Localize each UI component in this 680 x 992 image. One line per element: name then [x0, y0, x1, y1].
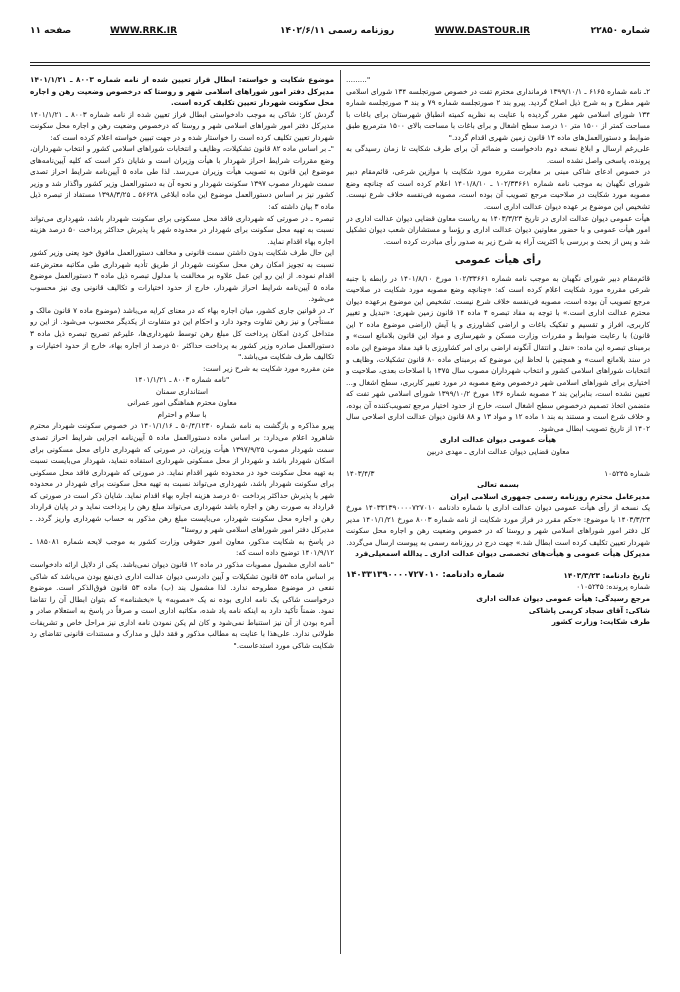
paragraph: گردش کار: شاکی به موجب دادخواستی ابطال فراز تعیین شده از نامه شماره ۸۰۰۳ ـ ۱۴۰۱/۱/۲۱ مدیرکل دفتر امور شوراهای اسلامی شهر و روستا که درخصوص وضعیت رهن و اجاره محل سکونت شهردار تعیین تکلیف کرده است را خواستار شده و در جهت تبیین خواسته اعلام کرده است که:	[30, 109, 334, 142]
gazette-date: روزنامه رسمی ۱۴۰۲/۶/۱۱	[280, 26, 395, 36]
signature-body: هیأت عمومی دیوان عدالت اداری	[439, 435, 557, 445]
site-link-rrk[interactable]: WWW.RRK.IR	[110, 26, 177, 36]
paragraph: در پاسخ به شکایت مذکور، معاون امور حقوقی وزارت کشور به موجب لایحه شماره ۱۸۵۰۸۱ ـ ۱۴۰۱/۹/۱۲ توضیح داده است که:	[30, 536, 334, 558]
reference-line	[346, 468, 650, 480]
paragraph: در خصوص ادعای شاکی مبنی بر مغایرت مقرره مورد شکایت با موازین شرعی، قائم‌مقام دبیر شورای نگهبان به موجب نامه شماره ۱۰۲/۳۳۶۶۱ ـ ۱۴۰۱/۸/۱۰ اعلام کرده است که چنانچه وضع مصوبه مورد شکایت در صلاحیت مرجع تصویب آن بوده است، مصوبه فی‌نفسه خلاف شرع نیست. تشخیص این موضوع بر عهده دیوان عدالت اداری است.	[346, 167, 650, 212]
basmala: بسمه تعالی	[477, 480, 519, 490]
plaintiff: شاکی: آقای سجاد کریمی پاشاکی	[528, 605, 650, 615]
paragraph: ۲ـ در قوانین جاری کشور، میان اجاره بهاء که در معنای کرایه می‌باشد (موضوع ماده ۷ قانون مالک و مستأجر) و نیز رهن تفاوت وجود دارد و احکام این دو متفاوت از یکدیگر محسوب می‌شود. از این رو متداخل کردن امکان پرداخت کل مبلغ رهن توسط شهرداری‌ها، علیرغم تصریح تبصره ذیل ماده ۳ دستورالعمل صادره وزیر کشور به پرداخت حداکثر ۵۰ درصد از اجاره بهاء، خارج از حدود اختیارات و تکالیف طرف شکایت می‌باشد."	[30, 305, 334, 362]
section-title: رأی هیأت عمومی	[454, 255, 542, 267]
paragraph: علی‌رغم ارسال و ابلاغ نسخه دوم دادخواست و ضمائم آن برای طرف شکایت تا زمان رسیدگی به پرونده، پاسخی واصل نشده است.	[346, 144, 650, 165]
case-number: شماره پرونده: ۰۱۰۵۲۴۵	[576, 582, 650, 592]
paragraph: متن مقرره مورد شکایت به شرح زیر است:	[202, 363, 334, 373]
header-rule-2	[30, 65, 650, 66]
paragraph: پیرو مذاکره و بازگشت به نامه شماره ۵۰/۴/۱۲۳۰ ـ ۱۴۰۱/۱/۱۶ در خصوص سکونت شهردار محترم شاهرود اعلام می‌دارد: بر اساس ماده دستورالعمل ماده ۵ آیین‌نامه اجرایی شرایط احراز تصدی سمت شهردار مصوب ۱۳۹۷/۹/۲۵ هیأت وزیران، در صورتی که شهرداری دارای محل مسکونی برای اسکان شهردار باشد و شهردار از محل مسکونی شهرداری استفاده ننماید، شهردار می‌بایست نسبت به تهیه محل سکونت خود در محدوده شهر اقدام نماید. در صورتی که شهرداری فاقد محل مسکونی برای سکونت شهردار باشد، شهرداری می‌تواند نسبت به تهیه محل سکونت برای شهردار در محدوده شهر با پذیرش حداکثر پرداخت ۵۰ درصد هزینه اجاره بهاء اقدام نماید. شایان ذکر است در صورتی که قرارداد به صورت رهن و اجاره باشد شهرداری می‌تواند مبلغ رهن را پرداخت نماید و در پایان قرارداد رهن و اجاره محل سکونت شهردار، می‌بایست مبلغ رهن مذکور به حساب شهرداری واریز گردد. ـ مدیرکل دفتر امور شوراهای اسلامی شهر و روستا"	[30, 421, 334, 535]
verdict-date: تاریخ دادنامه: ۱۴۰۳/۳/۲۳	[563, 570, 650, 580]
signature-director: مدیرکل هیأت عمومی و هیأت‌های تخصصی دیوان عدالت اداری ـ یدالله اسمعیلی‌فرد	[355, 549, 650, 559]
letter-recipient-title: معاون محترم هماهنگی امور عمرانی	[127, 398, 237, 408]
page-number: صفحه ۱۱	[30, 26, 72, 36]
header-rule	[30, 62, 650, 63]
paragraph: "نامه اداری مشمول مصوبات مذکور در ماده ۱۲ قانون دیوان نمی‌باشد. یکی از دلایل ارائه دادخواست بر اساس ماده ۵۳ قانون تشکیلات و آیین دادرسی دیوان عدالت اداری ذی‌نفع بودن می‌باشد که شاکی نفعی در موضوع مطروحه ندارد. لذا مشمول بند (ب) ماده ۵۳ قانون فوق‌الذکر است. موضوع درخواست شاکی یک نامه اداری بوده نه یک «مصوبه» یا «بخشنامه» که بتوان ابطال آن را تقاضا نمود. ضمناً تأکید دارد به اینکه نامه یاد شده، مکاتبه اداری است و صرفاً در پاسخ به استعلام صادر و آمره بودن از آن نیز استنباط نمی‌شود و کان لم یکن نمودن نامه اداری نیز مراحل خاص و تشریفات طولانی ندارد. علی‌هذا با عنایت به مطالب مذکور و فقد دلیل و مدارک و مستندات قانونی تقاضای رد شکایت شاکی مورد استدعاست."	[30, 559, 334, 650]
site-link-dastour[interactable]: WWW.DASTOUR.IR	[434, 26, 530, 36]
left-column	[30, 74, 334, 954]
paragraph: هیأت عمومی دیوان عدالت اداری در تاریخ ۱۴۰۳/۳/۲۳ به ریاست معاون قضایی دیوان عدالت اداری در امور هیأت عمومی و با حضور معاونین دیوان عدالت اداری و رؤسا و مستشاران شعب دیوان تشکیل شد و پس از بحث و بررسی با اکثریت آراء به شرح زیر به صدور رأی مبادرت کرده است.	[346, 213, 650, 246]
subject-paragraph: موضوع شکایت و خواسته: ابطال فراز تعیین شده از نامه شماره ۸۰۰۳ ـ ۱۴۰۱/۱/۲۱ مدیرکل دفتر امور شوراهای اسلامی شهر و روستا که درخصوص وضعیت رهن و اجاره محل سکونت شهردار تعیین تکلیف کرده است.	[30, 75, 334, 108]
reference-number: شماره ۱۰۵۲۴۵	[604, 468, 650, 478]
verdict-number: شماره دادنامه: ۱۴۰۳۳۱۳۹۰۰۰۰۷۲۷۰۱۰	[346, 569, 505, 580]
paragraph: "ـ بر اساس ماده ۸۲ قانون تشکیلات، وظایف و انتخابات شوراهای اسلامی کشور و انتخاب شهرداران، وضع مقررات شرایط احراز شهردار با هیأت وزیران است و شایان ذکر است که کلیه آیین‌نامه‌های موضوع این قانون به تصویب هیأت وزیران می‌رسد. لذا طی ماده ۵ آیین‌نامه شرایط احراز تصدی سمت شهردار مصوب ۱۳۹۷ سکونت شهردار و نحوه آن به دستورالعمل وزیر کشور واگذار شد و وزیر کشور نیز بر اساس دستورالعمل موضوع این ماده ابلاغی ۵۶۶۲۸ ـ ۱۳۹۸/۳/۲۵ مستفاد از تبصره ذیل ماده ۳ بیان داشته که:	[30, 144, 334, 212]
authority: مرجع رسیدگی: هیأت عمومی دیوان عدالت اداری	[476, 593, 650, 603]
reference-date: ۱۴۰۳/۴/۳	[346, 468, 375, 478]
page-header	[30, 24, 650, 40]
addressee: مدیرعامل محترم روزنامه رسمی جمهوری اسلامی ایران	[450, 491, 650, 501]
column-divider	[340, 70, 341, 954]
paragraph: یک نسخه از رأی هیأت عمومی دیوان عدالت اداری با شماره دادنامه ۱۴۰۳۳۱۳۹۰۰۰۰۷۲۷۰۱۰ مورخ ۱۴۰۳/۳/۲۳ با موضوع: «حکم مقرر در فراز مورد شکایت از نامه شماره ۸۰۰۳ مورخ ۱۴۰۱/۱/۲۱ مدیر کل دفتر امور شوراهای اسلامی شهر و روستا که در خصوص وضعیت رهن و اجاره محل سکونت شهردار تعیین تکلیف کرده است ابطال شد.» جهت درج در روزنامه رسمی به پیوست ارسال می‌گردد.	[346, 503, 650, 547]
letter-greeting: با سلام و احترام	[157, 409, 207, 419]
defendant: طرف شکایت: وزارت کشور	[551, 617, 650, 627]
paragraph: تبصره ـ در صورتی که شهرداری فاقد محل مسکونی برای سکونت شهردار باشد، شهرداری می‌تواند نسبت به تهیه محل سکونت برای شهردار در محدوده شهر با پذیرش حداکثر پرداخت ۵۰ درصد هزینه اجاره بهاء اقدام نماید.	[30, 213, 334, 246]
paragraph: این حال طرف شکایت بدون داشتن سمت قانونی و مخالف دستورالعمل مافوق خود یعنی وزیر کشور نسبت به تجویز امکان رهن محل سکونت شهردار از طریق تأدیه شهرداری طی مکاتبه معترض‌عنه اقدام نموده. از این رو این عمل علاوه بر مخالفت با مدلول تبصره ذیل ماده ۳ دستورالعمل موضوع ماده ۵ آیین‌نامه شرایط احراز شهردار، خارج از حدود اختیارات و تکالیف قانونی وی نیز محسوب می‌شود.	[30, 248, 334, 304]
issue-number: شماره ۲۲۸۵۰	[590, 26, 650, 36]
letter-number: "نامه شماره ۸۰۰۳ ـ ۱۴۰۱/۱/۲۱	[134, 375, 230, 385]
signature-name: معاون قضایی دیوان عدالت اداری ـ مهدی دربین	[426, 446, 570, 456]
right-column	[346, 74, 650, 954]
verdict-meta	[346, 570, 650, 582]
ruling-paragraph: قائم‌مقام دبیر شورای نگهبان به موجب نامه شماره ۱۰۲/۳۳۶۶۱ مورخ ۱۴۰۱/۸/۱۰ در رابطه با جنبه شرعی مقرره مورد شکایت اعلام کرده است که: «چنانچه وضع مصوبه مورد شکایت در صلاحیت مرجع تصویب آن بوده است، مصوبه فی‌نفسه خلاف شرع نیست. تشخیص این موضوع برعهده دیوان محترم عدالت اداری است.» با توجه به مفاد تبصره ۴ ماده ۱۴ قانون زمین شهری: «تبدیل و تغییر کاربری، افراز و تقسیم و تفکیک باغات و اراضی کشاورزی و یا آیش (اراضی موضوع ماده ۲ این قانون) با رعایت ضوابط و مقررات وزارت مسکن و شهرسازی و مواد این قانون بلامانع است» و برمبنای تبصره این ماده: «نقل و انتقال آنگونه اراضی برای امر کشاورزی با قید مفاد موضوع این ماده در سند بلامانع است» و همچنین با لحاظ این موضوع که برمبنای ماده ۸۰ قانون تشکیلات، وظایف و انتخابات شوراهای اسلامی کشور و انتخاب شهرداران مصوب سال ۱۳۷۵ با اصلاحات بعدی، صلاحیت و اختیاری برای شوراهای اسلامی شهر درخصوص وضع مصوبه در مورد تغییر کاربری، سطح اشغال و... تعیین نشده است، بنابراین بند ۲ مصوبه شماره ۱۳۶ مورخ ۱۳۹۹/۱۰/۲ شورای اسلامی شهر تفت که متضمن اتخاذ تصمیم درخصوص سطح اشغال است، خارج از حدود اختیار مرجع تصویب‌کننده آن بوده، و خلاف شرع است و مستند به بند ۱ ماده ۱۲ و مواد ۱۳ و ۸۸ قانون دیوان عدالت اداری اصلاحی سال ۱۴۰۲ از تاریخ تصویب ابطال می‌شود.	[346, 273, 650, 433]
paragraph: ۲ـ نامه شماره ۶۱۶۵ ـ ۱۳۹۹/۱۰/۱ فرمانداری محترم تفت در خصوص صورتجلسه ۱۳۴ شورای اسلامی شهر مطرح و به شرح ذیل اصلاح گردید. پیرو بند ۲ صورتجلسه شماره ۷۹ و بند ۳ صورتجلسه شماره ۱۳۴ شورای اسلامی شهر مقرر گردیده با عنایت به نظریه کمیته انطباق شهرستان برای باغات با مساحت کمتر از ۱۵۰۰ متر ۱۰ درصد سطح اشغال و برای باغات با مساحت بالای ۱۵۰۰ مترمربع طبق ضوابط و دستورالعمل‌های ماده ۱۴ قانون زمین شهری اقدام گردد."	[346, 86, 650, 142]
continuation-dots: ".........	[346, 75, 371, 84]
letter-recipient: استانداری سمنان	[155, 386, 209, 396]
